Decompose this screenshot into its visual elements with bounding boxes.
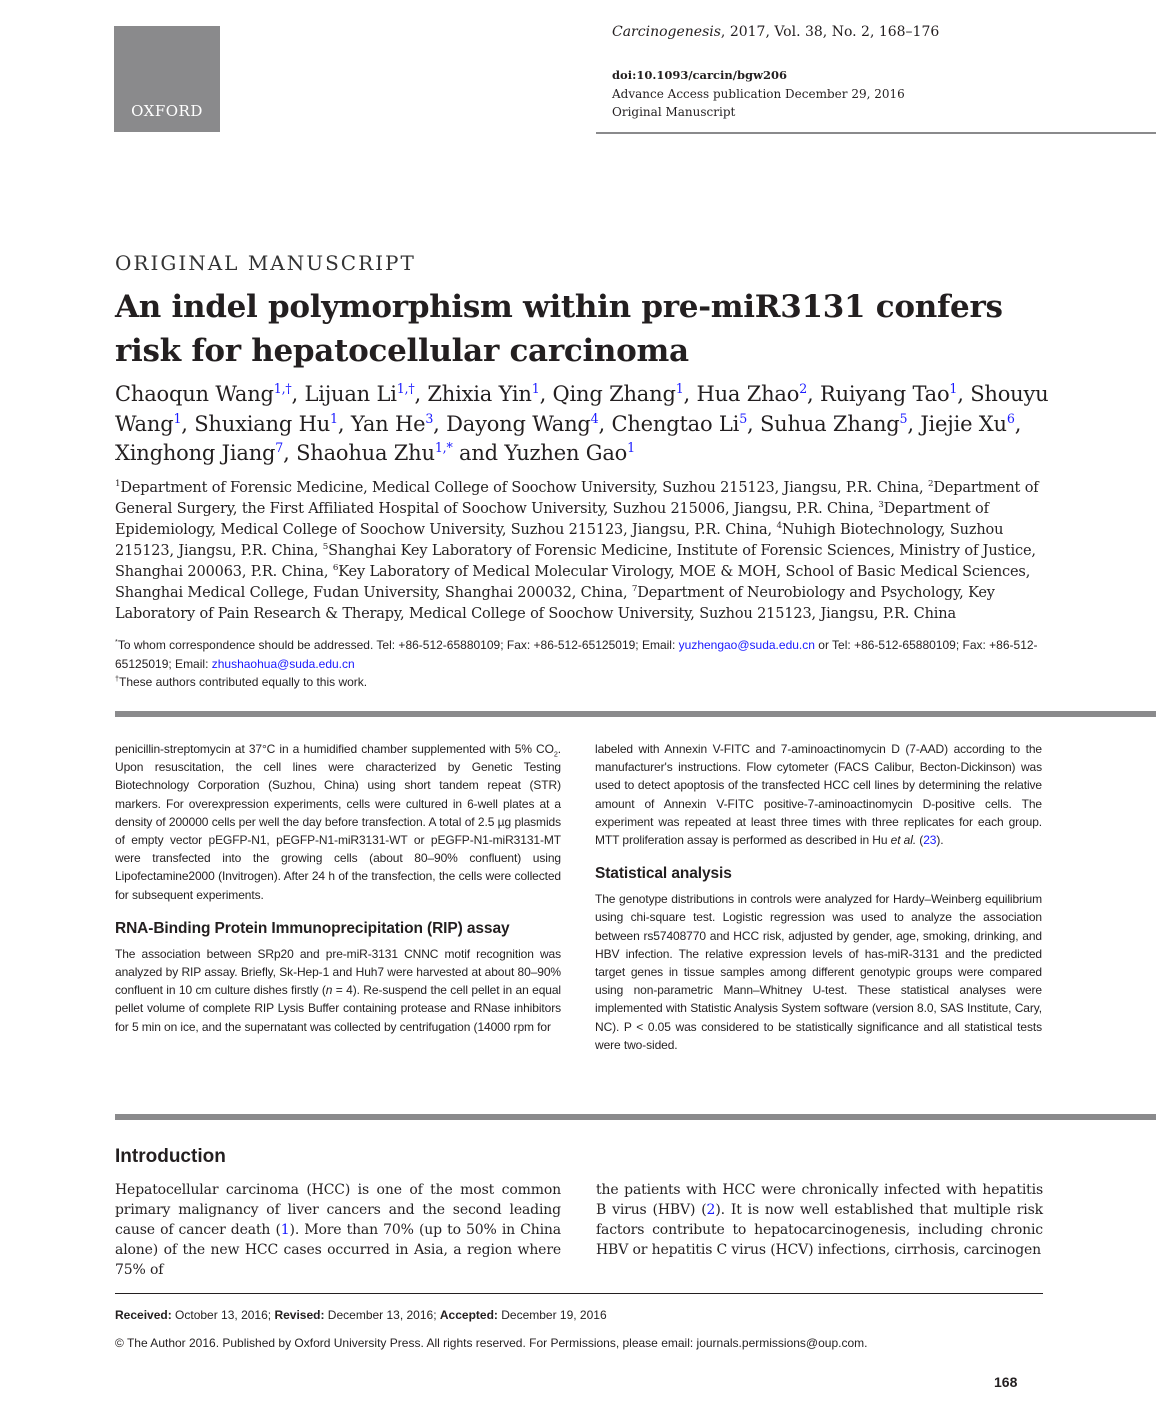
- email-link-gao[interactable]: yuzhengao@suda.edu.cn: [678, 638, 815, 652]
- affiliation-marker[interactable]: 1: [531, 381, 540, 396]
- affiliation-marker[interactable]: 1,†: [273, 381, 292, 396]
- affiliation-marker[interactable]: 3: [425, 410, 434, 426]
- text: Hepatocellular carcinoma (HCC) is one of the most common primary malignancy of liver cancers and the second leading cause of cancer death (: [115, 1182, 561, 1238]
- italic-etal: et al.: [890, 833, 917, 848]
- author-name: Yuzhen Gao: [504, 441, 628, 465]
- body-column-left: [115, 740, 561, 1036]
- affiliation-number: 4: [776, 521, 782, 532]
- revised-label: Revised:: [274, 1308, 325, 1322]
- subsection-heading-rip: RNA-Binding Protein Immunoprecipitation (RIP) assay: [115, 919, 510, 937]
- logo-text: OXFORD: [131, 102, 203, 120]
- section-label: ORIGINAL MANUSCRIPT: [115, 251, 416, 275]
- article-title: An indel polymorphism within pre-miR3131 confers risk for hepatocellular carcinoma: [115, 289, 1003, 369]
- author-name: Chengtao Li: [611, 411, 740, 436]
- subsection-heading-statistics: Statistical analysis: [595, 865, 732, 883]
- intro-column-right: [596, 1180, 1043, 1260]
- body-paragraph: [115, 945, 561, 1036]
- affiliation-text: Department of Forensic Medicine, Medical College of Soochow University, Suzhou 215123, Jiangsu, P.R. China,: [120, 480, 928, 496]
- affiliation-text: Nuhigh Biotechnology, Suzhou 215123, Jiangsu, P.R. China,: [115, 522, 1004, 559]
- article-dates: [115, 1308, 607, 1322]
- affiliation-marker[interactable]: 6: [1006, 410, 1015, 426]
- author-separator: ,: [337, 411, 351, 436]
- manuscript-type: Original Manuscript: [612, 105, 736, 119]
- affiliation-marker[interactable]: 5: [899, 410, 908, 426]
- author-name: Hua Zhao: [696, 382, 800, 406]
- author-separator: ,: [291, 382, 305, 406]
- footer-divider: [115, 1293, 1043, 1294]
- received-date: October 13, 2016;: [171, 1308, 275, 1322]
- copyright-notice: © The Author 2016. Published by Oxford University Press. All rights reserved. For Permissions, please email: journals.permissions@oup.com.: [115, 1336, 868, 1350]
- author-name: Ruiyang Tao: [819, 382, 950, 406]
- affiliation-number: 1: [115, 479, 121, 490]
- journal-citation: [612, 24, 939, 40]
- author-name: Shaohua Zhu: [296, 441, 435, 465]
- author-separator: ,: [683, 382, 697, 406]
- affiliation-marker[interactable]: 2: [799, 381, 808, 396]
- reference-link-1[interactable]: 1: [280, 1222, 290, 1238]
- author-separator: ,: [181, 411, 195, 436]
- section-divider: [115, 1114, 1156, 1120]
- body-paragraph: [115, 740, 561, 904]
- affiliation-number: 3: [878, 500, 884, 511]
- text: labeled with Annexin V-FITC and 7-aminoactinomycin D (7-AAD) according to the manufacturer's instructions. Flow cytometer (FACS Calibur, Becton-Dickinson) was used to detect apoptosis of the transfected HCC cell lines by determining the relative amount of Annexin V-FITC positive-7-aminoactinomycin D-positive cells. The experiment was repeated at least three times with three replicates for each group. MTT proliferation assay is performed as described in Hu: [595, 742, 1042, 848]
- author-separator: ,: [414, 382, 428, 406]
- affiliations: [115, 478, 1045, 625]
- author-name: Dayong Wang: [446, 411, 591, 436]
- text: . Upon resuscitation, the cell lines were characterized by Genetic Testing Biotechnology Corporation (Suzhou, China) using short tandem repeat (STR) markers. For overexpression experiments, cells were cultured in 6-well plates at a density of 200000 cells per well the day before transfection. A total of 2.5 µg plasmids of empty vector pEGFP-N1, pEGFP-N1-miR3131-WT or pEGFP-N1-miR3131-MT were transfected into the growing cells (about 80–90% confluent) using Lipofectamine2000 (Invitrogen). After 24 h of the transfection, the cells were collected for subsequent experiments.: [115, 742, 561, 902]
- author-separator: ,: [807, 382, 820, 406]
- text: ). It is now well established that multiple risk factors contribute to hepatocarcinogenesis, including chronic HBV or hepatitis C virus (HCV) infections, cirrhosis, carcinogen: [596, 1202, 1043, 1258]
- accepted-date: December 19, 2016: [497, 1308, 607, 1322]
- intro-column-left: [115, 1180, 561, 1280]
- affiliation-marker[interactable]: 1: [627, 440, 635, 455]
- correspondence-text: To whom correspondence should be addressed. Tel: +86-512-65880109; Fax: +86-512-65125019; Email:: [117, 638, 679, 652]
- affiliation-number: 2: [927, 479, 934, 490]
- author-separator: ,: [747, 411, 760, 436]
- body-paragraph: labeled with Annexin V-FITC and 7-aminoactinomycin D (7-AAD) according to the manufacturer's instructions. Flow cytometer (FACS Calibur, Becton-Dickinson) was used to detect apoptosis of the transfected HCC cell lines by determining the relative amount of Annexin V-FITC positive-7-aminoactinomycin D-positive cells. The experiment was repeated at least three times with three replicates for each group. MTT proliferation assay is performed as described in Hu et al. (23).: [595, 742, 1042, 848]
- affiliation-marker[interactable]: 1,*: [434, 440, 453, 455]
- affiliation-marker[interactable]: 1: [949, 381, 958, 396]
- author-separator: ,: [539, 382, 553, 406]
- author-name: Chaoqun Wang: [115, 382, 274, 406]
- correspondence-text-2: or Tel: +86-512-65880109; Fax: +86-512-65125019; Email:: [115, 638, 1038, 671]
- doi[interactable]: doi:10.1093/carcin/bgw206: [612, 68, 787, 82]
- received-label: Received:: [115, 1308, 172, 1322]
- affiliation-marker[interactable]: 7: [275, 440, 284, 455]
- affiliation-text: Department of General Surgery, the First Affiliated Hospital of Soochow University, Suzhou 215006, Jiangsu, P.R. China,: [115, 480, 1039, 517]
- author-name: Zhixia Yin: [427, 382, 532, 406]
- publisher-logo: [114, 26, 220, 132]
- text: the patients with HCC were chronically infected with hepatitis B virus (HBV) (: [596, 1182, 1043, 1218]
- author-list: [115, 380, 1075, 469]
- text: penicillin-streptomycin at 37°C in a humidified chamber supplemented with 5% CO: [115, 742, 554, 756]
- affiliation-marker[interactable]: 5: [739, 410, 748, 426]
- email-link-zhu[interactable]: zhushaohua@suda.edu.cn: [211, 656, 355, 671]
- text: = 4). Re-suspend the cell pellet in an equal pellet volume of complete RIP Lysis Buffer containing protease and RNase inhibitors for 5 min on ice, and the supernatant was collected by centrifugation (14000 rpm for: [115, 983, 561, 1034]
- body-paragraph: The genotype distributions in controls were analyzed for Hardy–Weinberg equilibrium using chi-square test. Logistic regression was used to analyze the association between rs57408770 and HCC risk, adjusted by gender, age, smoking, drinking, and HBV infection. The relative expression levels of has-miR-3131 and the predicted target genes in tissue samples among different genotypic groups were compared using non-parametric Mann–Whitney U-test. These statistical analyses were implemented with Statistic Analysis System software (version 8.0, SAS Institute, Cary, NC). P < 0.05 was considered to be statistically significance and all statistical tests were two-sided.: [595, 892, 1042, 1052]
- section-divider: [115, 711, 1156, 717]
- affiliation-text: Department of Neurobiology and Psychology, Key Laboratory of Pain Research & Therapy, Medical College of Soochow University, Suzhou 215123, Jiangsu, P.R. China: [115, 585, 995, 622]
- author-separator: ,: [1014, 411, 1022, 436]
- text: The association between SRp20 and pre-miR-3131 CNNC motif recognition was analyzed by RIP assay. Briefly, Sk-Hep-1 and Huh7 were harvested at about 80–90% confluent in 10 cm culture dishes firstly (: [115, 946, 561, 998]
- affiliation-marker[interactable]: 4: [590, 410, 599, 426]
- introduction-heading: Introduction: [115, 1146, 226, 1167]
- affiliation-number: 6: [332, 563, 339, 574]
- affiliation-text: Department of Epidemiology, Medical College of Soochow University, Suzhou 215123, Jiangsu, P.R. China,: [115, 501, 989, 538]
- author-name: Xinghong Jiang: [115, 441, 276, 465]
- reference-link-2[interactable]: 2: [706, 1202, 716, 1218]
- affiliation-number: 7: [631, 584, 638, 595]
- author-separator: ,: [907, 411, 921, 436]
- correspondence: [115, 636, 1050, 692]
- dagger-marker: †: [115, 674, 119, 683]
- affiliation-marker[interactable]: 1: [330, 410, 338, 426]
- text: ). More than 70% (up to 50% in China alone) of the new HCC cases occurred in Asia, a region where 75% of: [115, 1222, 561, 1278]
- accepted-label: Accepted:: [439, 1308, 498, 1322]
- affiliation-marker[interactable]: 1: [675, 381, 684, 396]
- author-separator: ,: [283, 441, 297, 465]
- author-name: Lijuan Li: [304, 382, 397, 406]
- author-separator: ,: [598, 411, 612, 436]
- equal-contribution-note: These authors contributed equally to this work.: [119, 675, 368, 689]
- affiliation-number: 5: [322, 542, 329, 553]
- author-name: Shouyu Wang: [115, 382, 1049, 436]
- author-separator: and: [452, 441, 505, 465]
- author-name: Suhua Zhang: [759, 411, 900, 436]
- author-separator: ,: [957, 382, 971, 406]
- header-divider: [596, 132, 1156, 134]
- reference-link-23[interactable]: 23: [923, 833, 937, 848]
- advance-access: Advance Access publication December 29, 2016: [612, 87, 905, 101]
- affiliation-text: Key Laboratory of Medical Molecular Virology, MOE & MOH, School of Basic Medical Sciences, Shanghai Medical College, Fudan University, Shanghai 200032, China,: [115, 564, 1031, 601]
- author-name: Jiejie Xu: [920, 411, 1007, 436]
- journal-name: Carcinogenesis: [612, 24, 721, 40]
- journal-volume: , 2017, Vol. 38, No. 2, 168–176: [720, 24, 940, 40]
- star-marker: *: [115, 637, 118, 646]
- italic-n: n: [325, 983, 333, 998]
- affiliation-text: Shanghai Key Laboratory of Forensic Medicine, Institute of Forensic Sciences, Ministry of Justice, Shanghai 200063, P.R. China,: [115, 543, 1036, 580]
- revised-date: December 13, 2016;: [324, 1308, 440, 1322]
- author-name: Qing Zhang: [552, 382, 676, 406]
- subscript: 2: [553, 749, 558, 759]
- affiliation-marker[interactable]: 1: [173, 410, 182, 426]
- affiliation-marker[interactable]: 1,†: [396, 381, 415, 396]
- page-number: 168: [994, 1374, 1018, 1390]
- author-name: Shuxiang Hu: [194, 411, 331, 436]
- author-name: Yan He: [350, 411, 426, 436]
- body-column-right: [595, 740, 1042, 1054]
- author-separator: ,: [433, 411, 447, 436]
